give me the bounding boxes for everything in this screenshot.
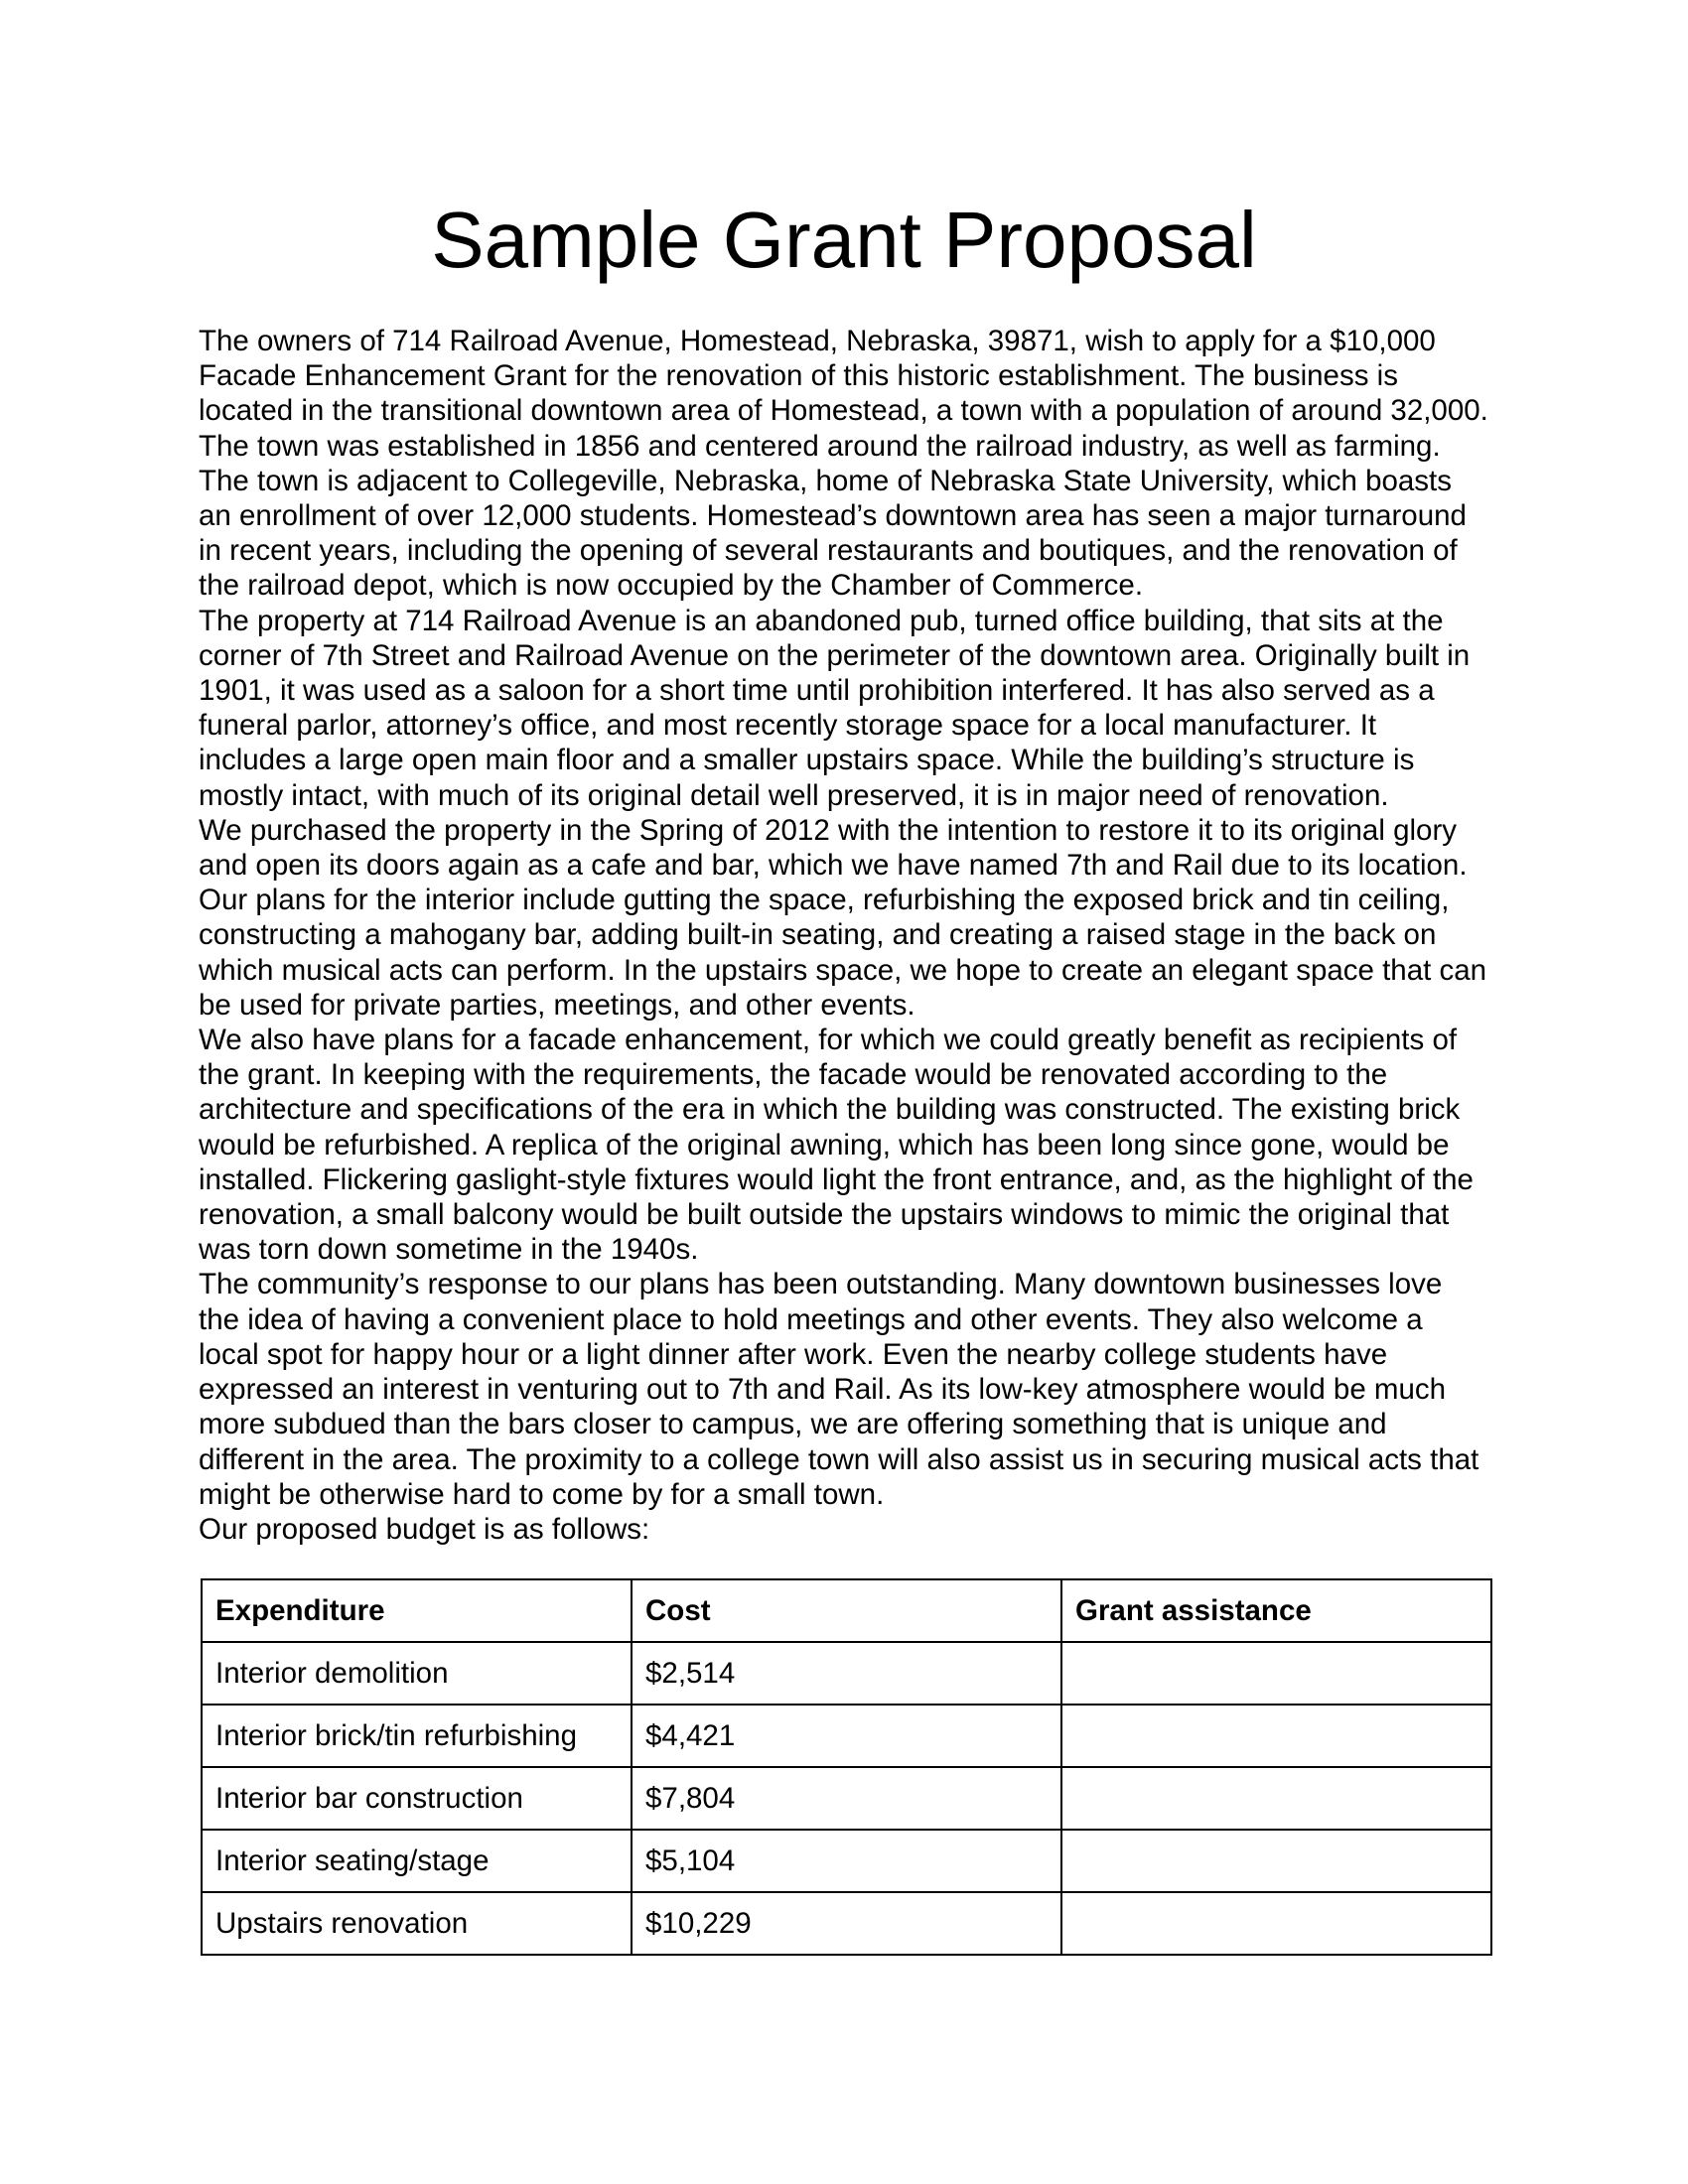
table-row [202, 1830, 1491, 1892]
header-grant-assistance: Grant assistance [1061, 1579, 1491, 1642]
grant-assistance-cell [1061, 1830, 1491, 1892]
document-body [199, 324, 1489, 1547]
expenditure-cell: Interior bar construction [202, 1767, 632, 1830]
header-expenditure: Expenditure [202, 1579, 632, 1642]
paragraph-property: The property at 714 Railroad Avenue is an abandoned pub, turned office building, that sits at the corner of 7th Street and Railroad Avenue on the perimeter of the downtown area. Originally built in 1901, it was used as a saloon for a short time until prohibition interfered. It has also served as a funeral parlor, attorney’s office, and most recently storage space for a local manufacturer. It includes a large open main floor and a smaller upstairs space. While the building’s structure is mostly intact, with much of its original detail well preserved, it is in major need of renovation. [199, 604, 1471, 812]
table-header-row [202, 1579, 1491, 1642]
expenditure-cell: Interior demolition [202, 1642, 632, 1705]
table-row [202, 1642, 1491, 1705]
expenditure-cell: Upstairs renovation [202, 1892, 632, 1955]
table-row [202, 1767, 1491, 1830]
table-row [202, 1705, 1491, 1767]
header-cost: Cost [632, 1579, 1061, 1642]
grant-assistance-cell [1061, 1705, 1491, 1767]
budget-table [201, 1578, 1492, 1956]
document-title: Sample Grant Proposal [431, 196, 1257, 284]
paragraph-facade: We also have plans for a facade enhancement, for which we could greatly benefit as recipients of the grant. In keeping with the requirements, the facade would be renovated according to the architecture and specifications of the era in which the building was constructed. The existing brick would be refurbished. A replica of the original awning, which has been long since gone, would be installed. Flickering gaslight-style fixtures would light the front entrance, and, as the highlight of the renovation, a small balcony would be built outside the upstairs windows to mimic the original that was torn down sometime in the 1940s. [199, 1024, 1474, 1267]
cost-cell: $5,104 [632, 1830, 1061, 1892]
grant-assistance-cell [1061, 1892, 1491, 1955]
paragraph-plans: We purchased the property in the Spring of 2012 with the intention to restore it to its original glory and open its doors again as a cafe and bar, which we have named 7th and Rail due to its location. Our plans for the interior include gutting the space, refurbishing the exposed brick and tin ceiling, constructing a mahogany bar, adding built-in seating, and creating a raised stage in the back on which musical acts can perform. In the upstairs space, we hope to create an elegant space that can be used for private parties, meetings, and other events. [199, 813, 1487, 1022]
expenditure-cell: Interior seating/stage [202, 1830, 632, 1892]
paragraph-introduction: The owners of 714 Railroad Avenue, Homestead, Nebraska, 39871, wish to apply for a $10,000 Facade Enhancement Grant for the renovation of this historic establishment. The business is located in the transitional downtown area of Homestead, a town with a population of around 32,000. The town was established in 1856 and centered around the railroad industry, as well as farming. The town is adjacent to Collegeville, Nebraska, home of Nebraska State University, which boasts an enrollment of over 12,000 students. Homestead’s downtown area has seen a major turnaround in recent years, including the opening of several restaurants and boutiques, and the renovation of the railroad depot, which is now occupied by the Chamber of Commerce. [199, 325, 1488, 603]
cost-cell: $4,421 [632, 1705, 1061, 1767]
cost-cell: $7,804 [632, 1767, 1061, 1830]
cost-cell: $10,229 [632, 1892, 1061, 1955]
expenditure-cell: Interior brick/tin refurbishing [202, 1705, 632, 1767]
paragraph-community: The community’s response to our plans has been outstanding. Many downtown businesses love the idea of having a convenient place to hold meetings and other events. They also welcome a local spot for happy hour or a light dinner after work. Even the nearby college students have expressed an interest in venturing out to 7th and Rail. As its low-key atmosphere would be much more subdued than the bars closer to campus, we are offering something that is unique and different in the area. The proximity to a college town will also assist us in securing musical acts that might be otherwise hard to come by for a small town. [199, 1268, 1479, 1511]
table-row [202, 1892, 1491, 1955]
paragraph-budget-intro: Our proposed budget is as follows: [199, 1512, 650, 1546]
grant-assistance-cell [1061, 1642, 1491, 1705]
cost-cell: $2,514 [632, 1642, 1061, 1705]
grant-assistance-cell [1061, 1767, 1491, 1830]
